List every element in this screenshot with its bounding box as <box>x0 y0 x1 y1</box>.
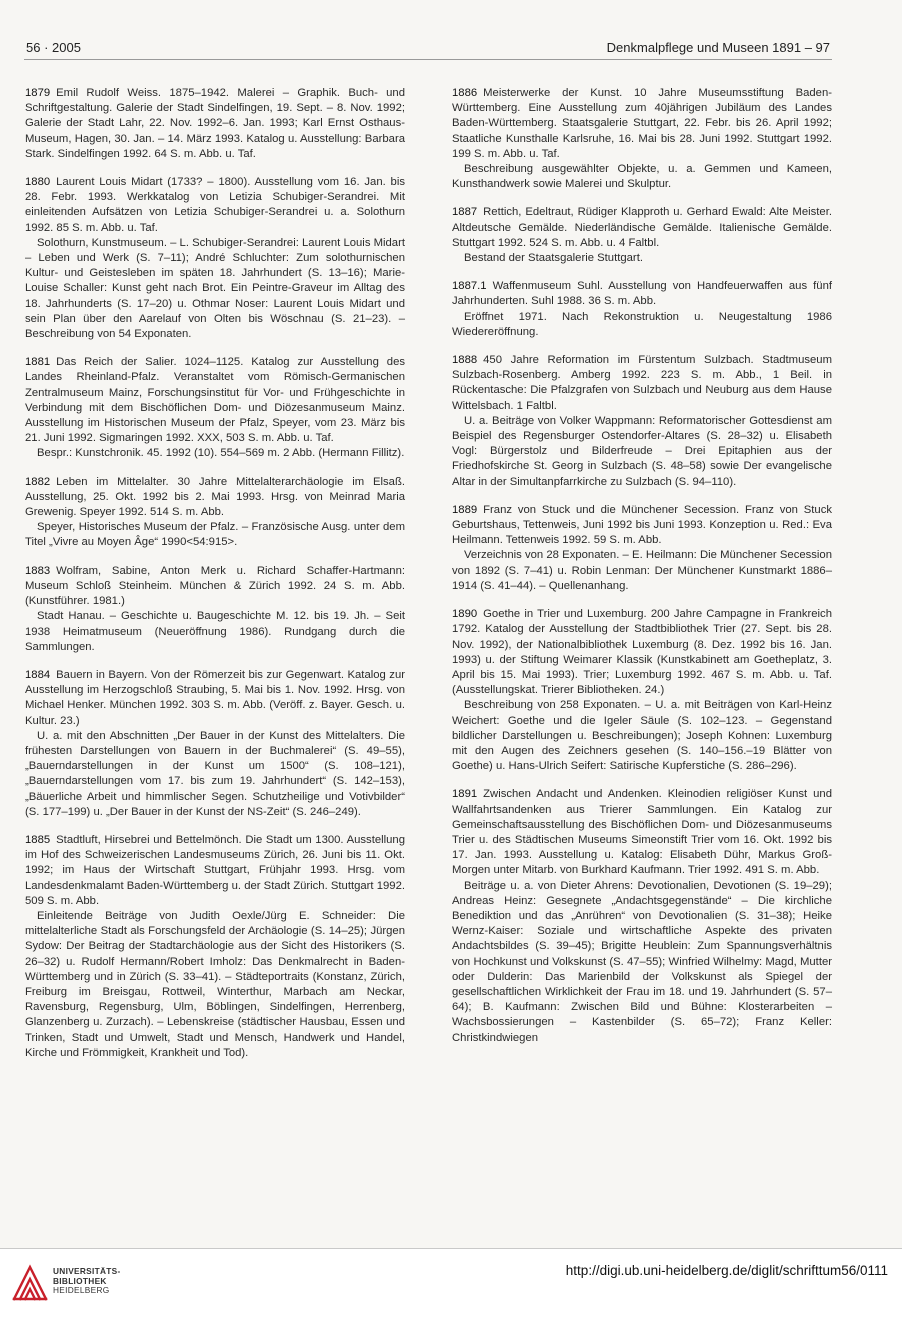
entry-citation <box>25 564 405 610</box>
header-divider <box>24 59 832 60</box>
entry-text: Rettich, Edeltraut, Rüdiger Klapproth u. Gerhard Ewald: Alte Meister. Altdeutsche Gemälde. Niederländische Gemälde. Italienische Gemälde. Stuttgart 1992. 524 S. m. Abb. u. 4 Faltbl. <box>452 206 832 249</box>
entry-annotation <box>452 548 832 594</box>
entry-citation <box>452 503 832 549</box>
entry-text: Laurent Louis Midart (1733? – 1800). Ausstellung vom 16. Jan. bis 28. Febr. 1993. Werkkatalog von Letizia Schubiger-Serandrei. Mit einleitenden Aufsätzen von Letizia Schubiger-Serandrei u. a. Solothurn 1992. 85 S. m. Abb. u. Taf. <box>25 176 405 234</box>
entry-number: 1880 <box>25 176 51 189</box>
entry-annotation <box>452 698 832 774</box>
entry-number: 1879 <box>25 87 51 99</box>
entry-text: Bespr.: Kunstchronik. 45. 1992 (10). 554–569 m. 2 Abb. (Hermann Fillitz). <box>37 447 405 460</box>
entry-citation <box>452 279 832 309</box>
bibliography-entry <box>452 503 832 594</box>
bibliography-entry <box>25 564 405 655</box>
entry-text: 450 Jahre Reformation im Fürstentum Sulzbach. Stadtmuseum Sulzbach-Rosenberg. Amberg 1992. 223 S. m. Abb., 1 Beil. in Rückentasche: Die Pfalzgrafen von Sulzbach und Neuburg aus dem Hause Wittelsbach. 1 Faltbl. <box>452 354 832 412</box>
entry-text: Franz von Stuck und die Münchener Secession. Franz von Stuck Geburtshaus, Tettenweis, Juni 1992 bis Juni 1993. Konzeption u. Red.: Eva Heilmann. Tettenweis 1992. 59 S. m. Abb. <box>452 503 832 547</box>
entry-text: Waffenmuseum Suhl. Ausstellung von Handfeuerwaffen aus fünf Jahrhunderten. Suhl 1988. 36 S. m. Abb. <box>452 280 832 308</box>
entry-text: U. a. mit den Abschnitten „Der Bauer in der Kunst des Mittelalters. Die frühesten Darstellungen von Bauern in der Buchmalerei“ (S. 49–55), „Bauerndarstellungen in der Kunst um 1500“ (S. 108–121), „Bauerndarstellungen vom 17. bis zum 19. Jahrhundert“ (S. 142–153), „Bäuerliche Arbeit und himmlischer Segen. Schutzheilige und Votivbilder“ (S. 177–199) u. „Der Bauer in der Kunst der NS-Zeit“ (S. 246–249). <box>25 729 405 818</box>
entry-number: 1890 <box>452 608 478 621</box>
entry-number: 1886 <box>452 87 478 99</box>
right-column <box>452 86 832 1059</box>
bibliography-entry <box>25 355 405 461</box>
entry-citation <box>452 353 832 414</box>
entry-text: Beiträge u. a. von Dieter Ahrens: Devotionalien, Devotionen (S. 19–29); Andreas Heinz: Gesegnete „Andachtsgegenstände“ – Die kirchliche Benediktion und das „Anrühren“ von Devotionalien (S. 31–38); Heike Wernz-Kaiser: Soziale und wirtschaftliche Aspekte des privaten Andachtsbildes (S. 39–45); Brigitte Heublein: Zum Spannungsverhältnis von Hochkunst und Volkskunst (S. 47–55); Winfried Wilhelmy: Magd, Mutter oder Dulderin: Das Marienbild der Volkskunst als Spiegel der gesellschaftlichen Wirklichkeit der Frau im 18. und 19. Jahrhundert (S. 57–64); B. Kaufmann: Zwischen Bild und Bühne: Klosterarbeiten – Wachsbossierungen – Kastenbilder (S. 65–72); Franz Keller: Christkindwiegen <box>452 879 832 1044</box>
entry-text: Meisterwerke der Kunst. 10 Jahre Museumsstiftung Baden-Württemberg. Eine Ausstellung zum 40jährigen Jubiläum des Landes Baden-Württemberg. Staatsgalerie Stuttgart, 22. Febr. bis 26. April 1992; Staatliche Kunsthalle Karlsruhe, 16. Mai bis 28. Juni 1992. Stuttgart 1992. 199 S. m. Abb. u. Taf. <box>452 87 832 160</box>
page-header <box>26 40 830 60</box>
entry-text: Eröffnet 1971. Nach Rekonstruktion u. Neugestaltung 1986 Wiedereröffnung. <box>452 310 832 338</box>
entry-citation <box>25 86 405 162</box>
entry-annotation <box>25 609 405 655</box>
entry-text: Beschreibung von 258 Exponaten. – U. a. mit Beiträgen von Karl-Heinz Weichert: Goethe und die Igeler Säule (S. 102–123. – Gegenstand bildlicher Darstellungen u. Beschreibungen); Joseph Kohnen: Luxemburg mit den Augen des Zeichners gesehen (S. 140–156.–19 Blätter von Goethe) u. Hans-Ulrich Seifert: Satirische Kupferstiche (S. 286–296). <box>452 699 832 773</box>
entry-number: 1881 <box>25 356 51 369</box>
entry-citation <box>25 175 405 236</box>
entry-annotation <box>25 446 405 461</box>
entry-text: U. a. Beiträge von Volker Wappmann: Reformatorischer Gottesdienst am Beispiel des Regensburger Ostendorfer-Altares (S. 28–32) u. Elisabeth Vogl: Bürgerstolz und Bilderfreude – Drei Epitaphien aus der Friedhofskirche St. Georg in Sulzbach (S. 48–58) sowie Der evangelische Altar in der Simultanpfarrkirche zu Sulzbach (S. 94–110). <box>452 414 832 488</box>
entry-annotation <box>25 236 405 342</box>
bibliography-entry <box>452 205 832 266</box>
entry-text: Bestand der Staatsgalerie Stuttgart. <box>464 252 643 265</box>
library-logo-icon <box>10 1259 50 1303</box>
entry-citation <box>452 86 832 162</box>
entry-text: Speyer, Historisches Museum der Pfalz. – Französische Ausg. unter dem Titel „Vivre au Moyen Âge“ 1990<54:915>. <box>25 521 405 549</box>
entry-citation <box>452 607 832 698</box>
footer-bar <box>0 1249 902 1317</box>
entry-number: 1888 <box>452 354 478 367</box>
entry-number: 1885 <box>25 833 51 846</box>
entry-citation <box>25 668 405 729</box>
entry-citation <box>452 205 832 251</box>
bibliography-entry <box>452 607 832 774</box>
bibliography-entry <box>25 175 405 342</box>
entry-text: Stadt Hanau. – Geschichte u. Baugeschichte M. 12. bis 19. Jh. – Seit 1938 Heimatmuseum (Neueröffnung 1986). Rundgang durch die Sammlungen. <box>25 610 405 653</box>
entry-text: Das Reich der Salier. 1024–1125. Katalog zur Ausstellung des Landes Rheinland-Pfalz. Veranstaltet vom Römisch-Germanischen Zentralmuseum Mainz, Forschungsinstitut für Vor- und Frühgeschichte in Verbindung mit dem Bischöflichen Dom- und Diözesanmuseum Mainz. Ausstellung im Historischen Museum der Pfalz, Speyer, vom 23. März bis 21. Juni 1992. Sigmaringen 1992. XXX, 503 S. m. Abb. u. Taf. <box>25 356 405 445</box>
entry-text: Verzeichnis von 28 Exponaten. – E. Heilmann: Die Münchener Secession von 1892 (S. 7–41) u. Robin Lenman: Der Münchener Kunstmarkt 1886–1914 (S. 41–44). – Quellenanhang. <box>452 549 832 592</box>
entry-text: Bauern in Bayern. Von der Römerzeit bis zur Gegenwart. Katalog zur Ausstellung im Herzogschloß Straubing, 5. Mai bis 1. Nov. 1992. Hrsg. von Michael Henker. München 1992. 303 S. m. Abb. (Veröff. z. Bayer. Gesch. u. Kultur. 23.) <box>25 668 405 727</box>
entry-annotation <box>25 520 405 550</box>
entry-number: 1887 <box>452 206 478 219</box>
entry-annotation <box>452 251 832 266</box>
entry-number: 1889 <box>452 503 478 516</box>
left-column <box>25 86 405 1074</box>
bibliography-entry <box>452 279 832 340</box>
bibliography-entry <box>25 86 405 162</box>
entry-number: 1887.1 <box>452 280 487 293</box>
source-url-link[interactable]: http://digi.ub.uni-heidelberg.de/diglit/schrifttum56/0111 <box>565 1263 888 1278</box>
bibliography-entry <box>25 475 405 551</box>
entry-citation <box>25 833 405 909</box>
entry-text: Zwischen Andacht und Andenken. Kleinodien religiöser Kunst und Wallfahrtsandenken aus Trierer Sammlungen. Ein Katalog zur Gemeinschaftsausstellung des Bischöflichen Dom- und Diözesanmuseums Trier u. des Städtischen Museums Simeonstift Trier vom 16. Okt. 1992 bis 17. Jan. 1993. Ausstellung u. Katalog: Elisabeth Dühr, Markus Groß-Morgen unter Mitarb. von Burkhard Kaufmann. Trier 1992. 491 S. m. Abb. <box>452 788 832 877</box>
bibliography-entry <box>25 833 405 1061</box>
entry-citation <box>25 475 405 521</box>
entry-text: Goethe in Trier und Luxemburg. 200 Jahre Campagne in Frankreich 1792. Katalog der Ausstellung der Stadtbibliothek Trier (27. Sept. bis 28. Nov. 1992), der Nationalbibliothek Luxemburg (8. Dez. 1992 bis 16. Jan. 1993) u. der Stiftung Weimarer Klassik (Kunstkabinett am Goetheplatz, 3. April bis 15. Mai 1993). Trier; Luxemburg 1992. 467 S. m. Abb. u. Taf. (Ausstellungskat. Trierer Bibliotheken. 24.) <box>452 608 832 697</box>
entry-annotation <box>25 909 405 1061</box>
running-title: Denkmalpflege und Museen 1891 – 97 <box>606 40 830 55</box>
page-number: 56 · 2005 <box>26 40 81 55</box>
bibliography-entry <box>452 86 832 192</box>
entry-number: 1891 <box>452 788 478 801</box>
entry-text: Stadtluft, Hirsebrei und Bettelmönch. Die Stadt um 1300. Ausstellung im Hof des Schweizerischen Landesmuseums Zürich, 26. Juni bis 11. Okt. 1992; im Haus der Wirtschaft Stuttgart, Frühjahr 1993. Hrsg. vom Landesdenkmalamt Baden-Württemberg u. der Stadt Zürich. Stuttgart 1992. 509 S. m. Abb. <box>25 833 405 907</box>
entry-number: 1882 <box>25 475 51 488</box>
entry-text: Einleitende Beiträge von Judith Oexle/Jürg E. Schneider: Die mittelalterliche Stadt als Forschungsfeld der Archäologie (S. 14–25); Jürgen Sydow: Der Beitrag der Stadtarchäologie aus der Sicht des Historikers (S. 26–32) u. Rudolf Hermann/Robert Imholz: Das Denkmalrecht in Baden-Württemberg und in Zürich (S. 33–41). – Städteportraits (Konstanz, Zürich, Freiburg im Breisgau, Rottweil, Winterthur, Marbach am Neckar, Ravensburg, Regensburg, Ulm, Böblingen, Sindelfingen, Herrenberg, Glanzenberg u. Zurzach). – Lebenskreise (städtischer Hausbau, Essen und Trinken, Stadt und Umwelt, Stadt und Mensch, Handwerk und Handel, Kirche und Frömmigkeit, Krankheit und Tod). <box>25 909 405 1059</box>
logo-line: HEIDELBERG <box>53 1285 110 1296</box>
entry-citation <box>452 787 832 878</box>
logo-line: UNIVERSITÄTS- <box>53 1266 121 1276</box>
entry-text: Solothurn, Kunstmuseum. – L. Schubiger-Serandrei: Laurent Louis Midart – Leben und Werk (S. 7–11); André Schluchter: Zum solothurnischen Kultur- und Geistesleben im späten 18. Jahrhundert (S. 13–16); Marie-Louise Schaller: Kunst geht nach Brot. Ein Peintre-Graveur im Alltag des 18. Jahrhunderts (S. 17–20) u. Othmar Noser: Laurent Louis Midart und sein Plan über den Aarelauf von Olten bis Wöschnau (S. 21–23). – Beschreibung von 54 Exponaten. <box>25 236 405 341</box>
entry-text: Emil Rudolf Weiss. 1875–1942. Malerei – Graphik. Buch- und Schriftgestaltung. Galerie der Stadt Sindelfingen, 19. Sept. – 8. Nov. 1992; Galerie der Stadt Lahr, 22. Nov. 1992–6. Jan. 1993; Karl Ernst Osthaus-Museum, Hagen, 30. Jan. – 14. März 1993. Katalog u. Ausstellung: Barbara Stark. Sindelfingen 1992. 64 S. m. Abb. u. Taf. <box>25 87 405 160</box>
entry-annotation <box>25 729 405 820</box>
entry-text: Beschreibung ausgewählter Objekte, u. a. Gemmen und Kameen, Kunsthandwerk sowie Malerei und Skulptur. <box>452 163 832 191</box>
entry-annotation <box>452 162 832 192</box>
logo-line: BIBLIOTHEK <box>53 1275 107 1286</box>
entry-annotation <box>452 879 832 1046</box>
entry-number: 1884 <box>25 668 51 681</box>
entry-annotation <box>452 414 832 490</box>
library-logo-text <box>53 1267 121 1296</box>
bibliography-entry <box>452 787 832 1045</box>
entry-citation <box>25 355 405 446</box>
entry-text: Wolfram, Sabine, Anton Merk u. Richard Schaffer-Hartmann: Museum Schloß Steinheim. München & Zürich 1992. 24 S. m. Abb. (Kunstführer. 1981.) <box>25 564 405 608</box>
bibliography-entry <box>452 353 832 490</box>
entry-annotation <box>452 310 832 340</box>
bibliography-entry <box>25 668 405 820</box>
entry-text: Leben im Mittelalter. 30 Jahre Mittelalterarchäologie im Elsaß. Ausstellung, 25. Okt. 1992 bis 2. Mai 1993. Hrsg. von Meinrad Maria Grewenig. Speyer 1992. 514 S. m. Abb. <box>25 475 405 519</box>
entry-number: 1883 <box>25 564 51 577</box>
